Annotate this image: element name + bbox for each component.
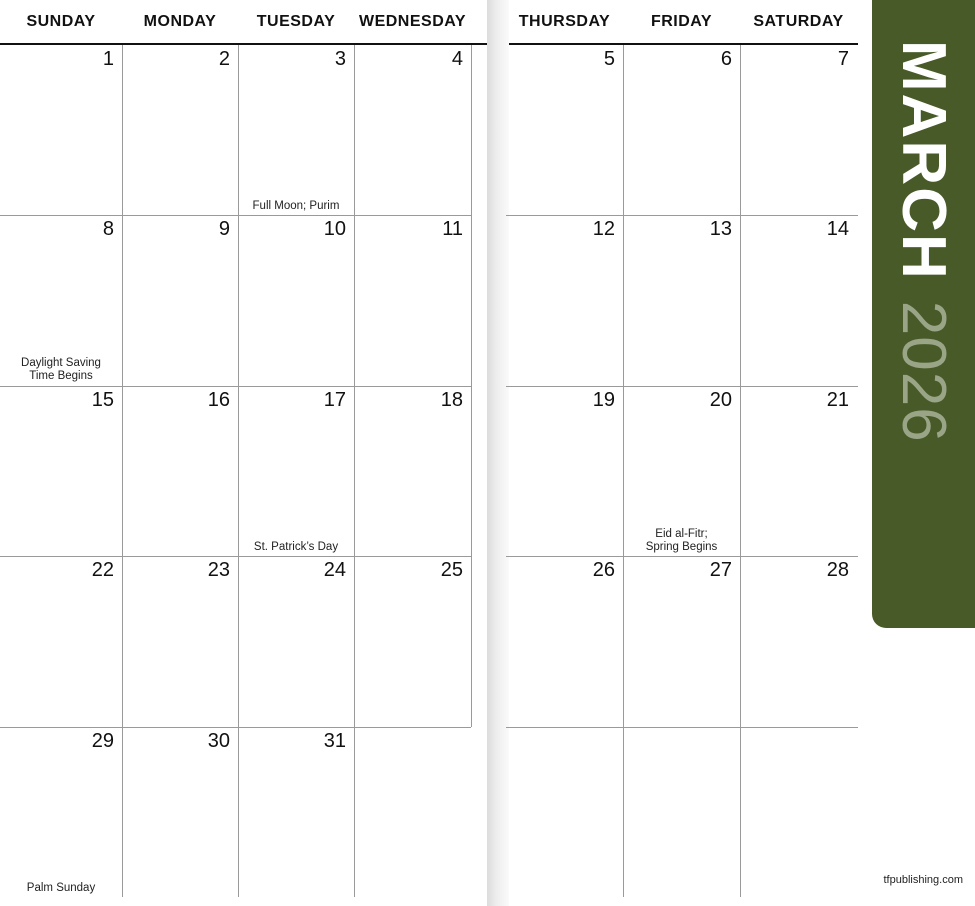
day-number: 7: [837, 48, 849, 70]
day-header-wednesday: WEDNESDAY: [358, 13, 467, 30]
day-number: 28: [826, 559, 849, 581]
day-number: 16: [207, 389, 230, 411]
day-number: 25: [440, 559, 463, 581]
event-note: Eid al-Fitr; Spring Begins: [645, 528, 718, 553]
day-number: 21: [826, 389, 849, 411]
day-cell[interactable]: [740, 45, 857, 215]
day-number: 26: [592, 559, 615, 581]
day-number: 3: [334, 48, 346, 70]
day-cell[interactable]: [0, 45, 122, 215]
day-number: 22: [91, 559, 114, 581]
day-cell[interactable]: [122, 727, 238, 897]
day-number: 31: [323, 730, 346, 752]
day-cell[interactable]: [623, 386, 740, 556]
event-note: Palm Sunday: [26, 882, 96, 894]
day-header-tuesday: TUESDAY: [256, 13, 336, 30]
day-cell[interactable]: [354, 386, 471, 556]
day-number: 20: [709, 389, 732, 411]
day-cell[interactable]: [0, 556, 122, 726]
day-number: 27: [709, 559, 732, 581]
day-cell[interactable]: [740, 215, 857, 385]
day-number: 30: [207, 730, 230, 752]
day-cell[interactable]: [623, 556, 740, 726]
day-cell[interactable]: [122, 45, 238, 215]
day-number: 10: [323, 218, 346, 240]
day-cell[interactable]: [0, 215, 122, 385]
day-cell[interactable]: [623, 215, 740, 385]
event-note: Full Moon; Purim: [252, 200, 340, 212]
day-header-thursday: THURSDAY: [518, 13, 611, 30]
day-cell[interactable]: [354, 556, 471, 726]
day-cell[interactable]: [740, 386, 857, 556]
day-cell[interactable]: [623, 727, 740, 897]
day-cell[interactable]: [0, 727, 122, 897]
day-cell[interactable]: [623, 45, 740, 215]
day-number: 11: [442, 218, 463, 240]
day-number: 23: [207, 559, 230, 581]
day-cell[interactable]: [122, 556, 238, 726]
day-header-saturday: SATURDAY: [753, 13, 844, 30]
publisher-url: tfpublishing.com: [883, 874, 963, 886]
day-cell[interactable]: [740, 727, 857, 897]
day-number: 6: [720, 48, 732, 70]
day-number: 24: [323, 559, 346, 581]
day-cell[interactable]: [506, 45, 623, 215]
day-number: 19: [592, 389, 615, 411]
day-number: 8: [102, 218, 114, 240]
day-number: 4: [451, 48, 463, 70]
day-cell[interactable]: [354, 45, 471, 215]
day-cell[interactable]: [506, 727, 623, 897]
day-number: 29: [91, 730, 114, 752]
day-number: 9: [218, 218, 230, 240]
day-cell[interactable]: [506, 215, 623, 385]
day-header-friday: FRIDAY: [650, 13, 713, 30]
day-number: 17: [323, 389, 346, 411]
month-name: MARCH: [889, 40, 958, 281]
day-cell[interactable]: [740, 556, 857, 726]
event-note: St. Patrick’s Day: [253, 541, 339, 553]
month-tab: [872, 0, 975, 628]
day-cell[interactable]: [0, 386, 122, 556]
day-cell[interactable]: [238, 215, 354, 385]
day-cell[interactable]: [238, 556, 354, 726]
day-cell[interactable]: [238, 386, 354, 556]
day-header-sunday: SUNDAY: [26, 13, 96, 30]
day-cell[interactable]: [506, 386, 623, 556]
day-cell[interactable]: [354, 215, 471, 385]
day-cell[interactable]: [354, 727, 471, 897]
column-divider: [471, 45, 472, 727]
day-cell[interactable]: [506, 556, 623, 726]
month-year: 2026: [889, 300, 958, 443]
day-header-monday: MONDAY: [143, 13, 217, 30]
month-title: [889, 40, 958, 443]
day-cell[interactable]: [238, 45, 354, 215]
day-cell[interactable]: [238, 727, 354, 897]
day-number: 15: [91, 389, 114, 411]
day-cell[interactable]: [122, 386, 238, 556]
day-number: 5: [603, 48, 615, 70]
day-number: 14: [826, 218, 849, 240]
event-note: Daylight Saving Time Begins: [21, 357, 101, 382]
day-cell[interactable]: [122, 215, 238, 385]
day-number: 13: [709, 218, 732, 240]
day-number: 1: [102, 48, 114, 70]
day-number: 2: [218, 48, 230, 70]
day-number: 12: [592, 218, 615, 240]
day-number: 18: [440, 389, 463, 411]
